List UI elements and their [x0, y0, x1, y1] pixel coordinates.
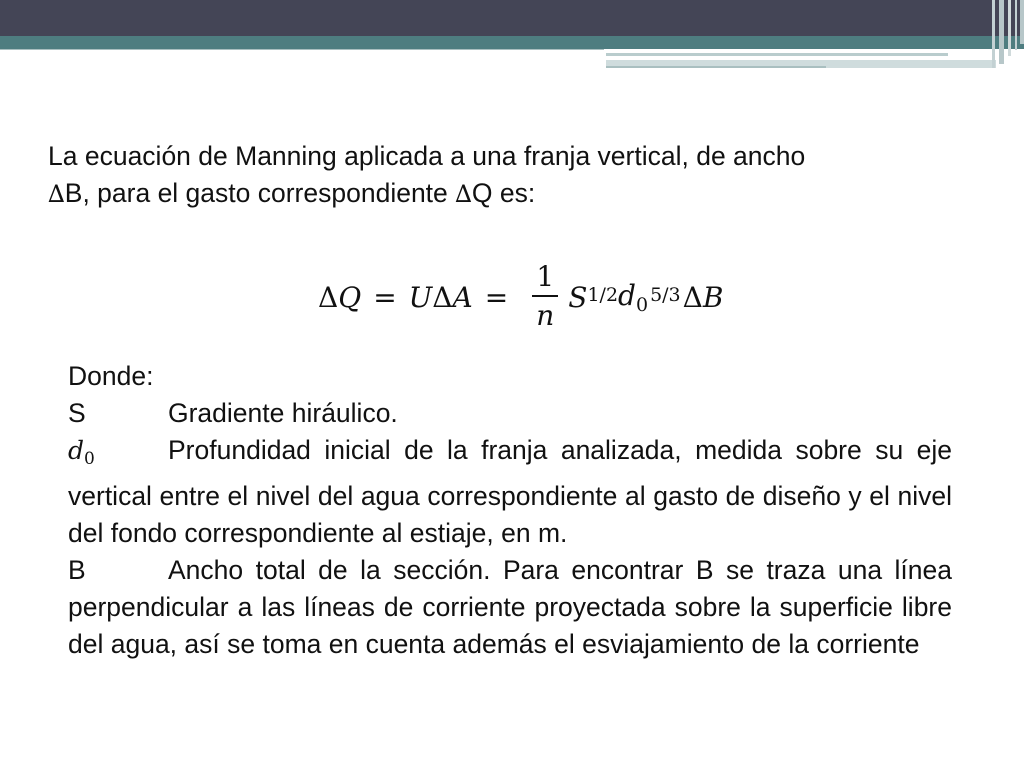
eq-equals: =: [484, 280, 509, 314]
definition-symbol: [68, 432, 168, 478]
definition-symbol: S: [68, 398, 86, 428]
definition-text: Profundidad inicial de la franja analizada, medida sobre su eje vertical entre el nivel del agua correspondiente al gasto de diseño y el nivel del fondo correspondiente al estiaje, en m.: [68, 435, 952, 548]
delta-symbol: ∆: [48, 180, 65, 208]
definition-text: Gradiente hiráulico.: [168, 398, 398, 428]
header-teal-band: [0, 36, 1024, 49]
definition-symbol-letter: d: [68, 436, 85, 465]
eq-var-b: B: [702, 280, 724, 314]
manning-equation: [318, 254, 723, 340]
eq-subscript-d: 0: [635, 293, 649, 316]
eq-exponent-d: 5/3: [650, 284, 681, 306]
eq-var-d: d: [618, 278, 636, 312]
eq-term-d: [618, 279, 648, 316]
header-rule: [0, 49, 604, 50]
definition-symbol: B: [68, 555, 86, 585]
eq-var-s: S: [568, 280, 588, 314]
header-vertical-bar: [1008, 0, 1011, 56]
eq-var-q: Q: [338, 280, 362, 314]
delta-symbol: ∆: [455, 180, 472, 208]
header-vertical-bar: [1015, 0, 1017, 50]
definition-item: [68, 552, 952, 663]
definition-text: Ancho total de la sección. Para encontrar B se traza una línea perpendicular a las líneas de corriente proyectada sobre la superficie libre del agua, así se toma en cuenta además el esviajamiento de la corriente: [68, 555, 952, 659]
definition-item: [68, 432, 952, 552]
intro-line-1: La ecuación de Manning aplicada a una franja vertical, de ancho: [48, 141, 806, 171]
eq-exponent-s: 1/2: [587, 284, 619, 306]
header-vertical-bar: [992, 0, 995, 68]
definitions-heading: Donde:: [68, 361, 154, 391]
eq-delta: Δ: [318, 280, 339, 314]
definition-symbol-subscript: 0: [84, 449, 95, 469]
header-dark-band: [0, 0, 1024, 36]
eq-delta: Δ: [432, 280, 453, 314]
eq-fraction-numerator: 1: [536, 260, 555, 293]
eq-delta: Δ: [682, 280, 703, 314]
header-vertical-bar: [1020, 0, 1024, 44]
eq-fraction: [532, 259, 558, 335]
intro-paragraph: [48, 138, 969, 213]
eq-var-a: A: [452, 280, 473, 314]
header-vertical-bar: [999, 0, 1004, 64]
eq-fraction-denominator: n: [536, 299, 555, 332]
header-rule: [606, 53, 948, 56]
definition-item: [68, 395, 952, 432]
definitions-block: [68, 358, 952, 663]
intro-line-2-end: Q es:: [471, 178, 536, 208]
intro-line-2: [48, 175, 969, 213]
eq-var-u: U: [408, 280, 433, 314]
header-rule: [606, 66, 826, 68]
intro-line-2-text: B, para el gasto correspondiente: [64, 178, 456, 208]
eq-equals: =: [373, 280, 397, 314]
